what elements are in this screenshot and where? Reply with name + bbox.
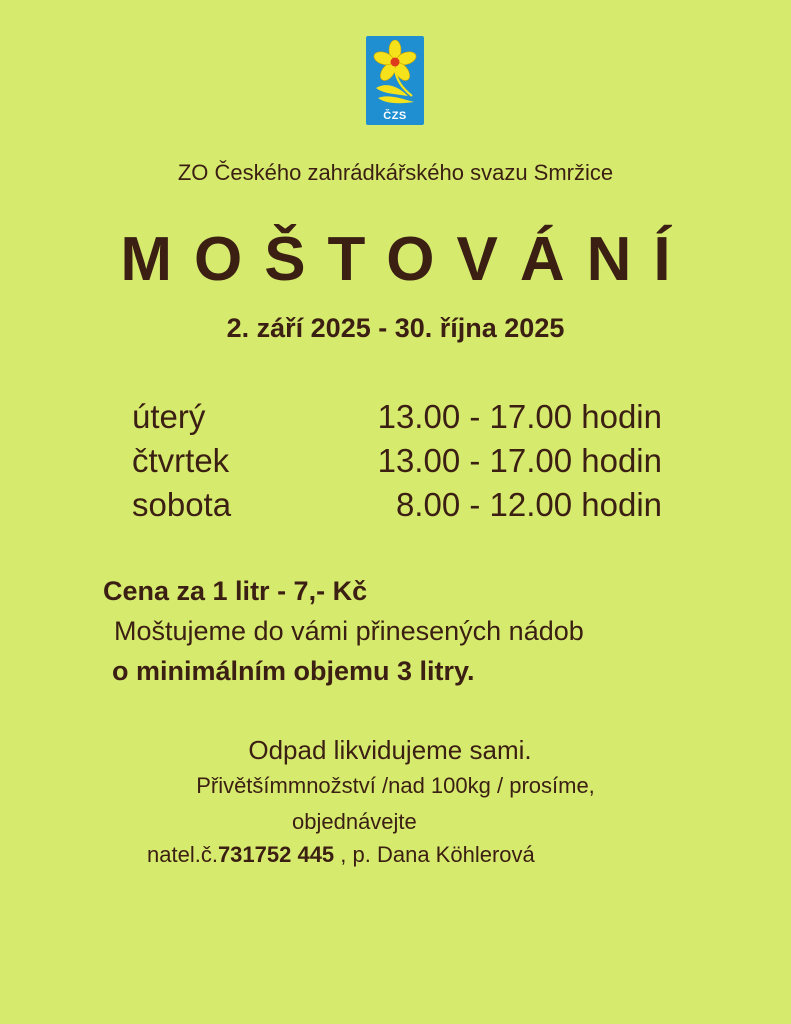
waste-text: Odpad likvidujeme sami. bbox=[248, 735, 532, 765]
contact-name: , p. Dana Köhlerová bbox=[334, 842, 535, 867]
price-line: Cena za 1 litr - 7,- Kč bbox=[103, 576, 368, 606]
minimum-volume-note: o minimálním objemu 3 litry. bbox=[112, 656, 475, 686]
opening-hours bbox=[132, 395, 672, 527]
czs-logo bbox=[366, 36, 424, 125]
page-title: MOŠTOVÁNÍ bbox=[120, 225, 693, 294]
schedule-day: čtvrtek bbox=[132, 442, 230, 479]
container-note: Moštujeme do vámi přinesených nádob bbox=[114, 616, 584, 646]
schedule-time: 13.00 - 17.00 hodin bbox=[377, 398, 662, 435]
schedule-row bbox=[132, 483, 672, 527]
daffodil-flower-icon bbox=[366, 36, 424, 110]
order-note-line2: objednávejte bbox=[292, 809, 417, 834]
schedule-day: úterý bbox=[132, 398, 206, 435]
waste-note bbox=[0, 735, 791, 766]
schedule-day: sobota bbox=[132, 486, 232, 523]
logo-label: ČZS bbox=[383, 110, 407, 122]
date-range: 2. září 2025 - 30. října 2025 bbox=[226, 313, 565, 343]
schedule-time: 13.00 - 17.00 hodin bbox=[377, 442, 662, 479]
phone-number: 731752 445 bbox=[217, 842, 335, 867]
schedule-row bbox=[132, 439, 672, 483]
organization-name: ZO Českého zahrádkářského svazu Smržice bbox=[177, 160, 614, 185]
contact-line bbox=[147, 842, 535, 868]
order-note-line1: Přivětšímmnožství /nad 100kg / prosíme, bbox=[196, 773, 595, 798]
contact-prefix: natel.č. bbox=[147, 842, 218, 867]
schedule-time: 8.00 - 12.00 hodin bbox=[395, 486, 662, 523]
schedule-row bbox=[132, 395, 672, 439]
